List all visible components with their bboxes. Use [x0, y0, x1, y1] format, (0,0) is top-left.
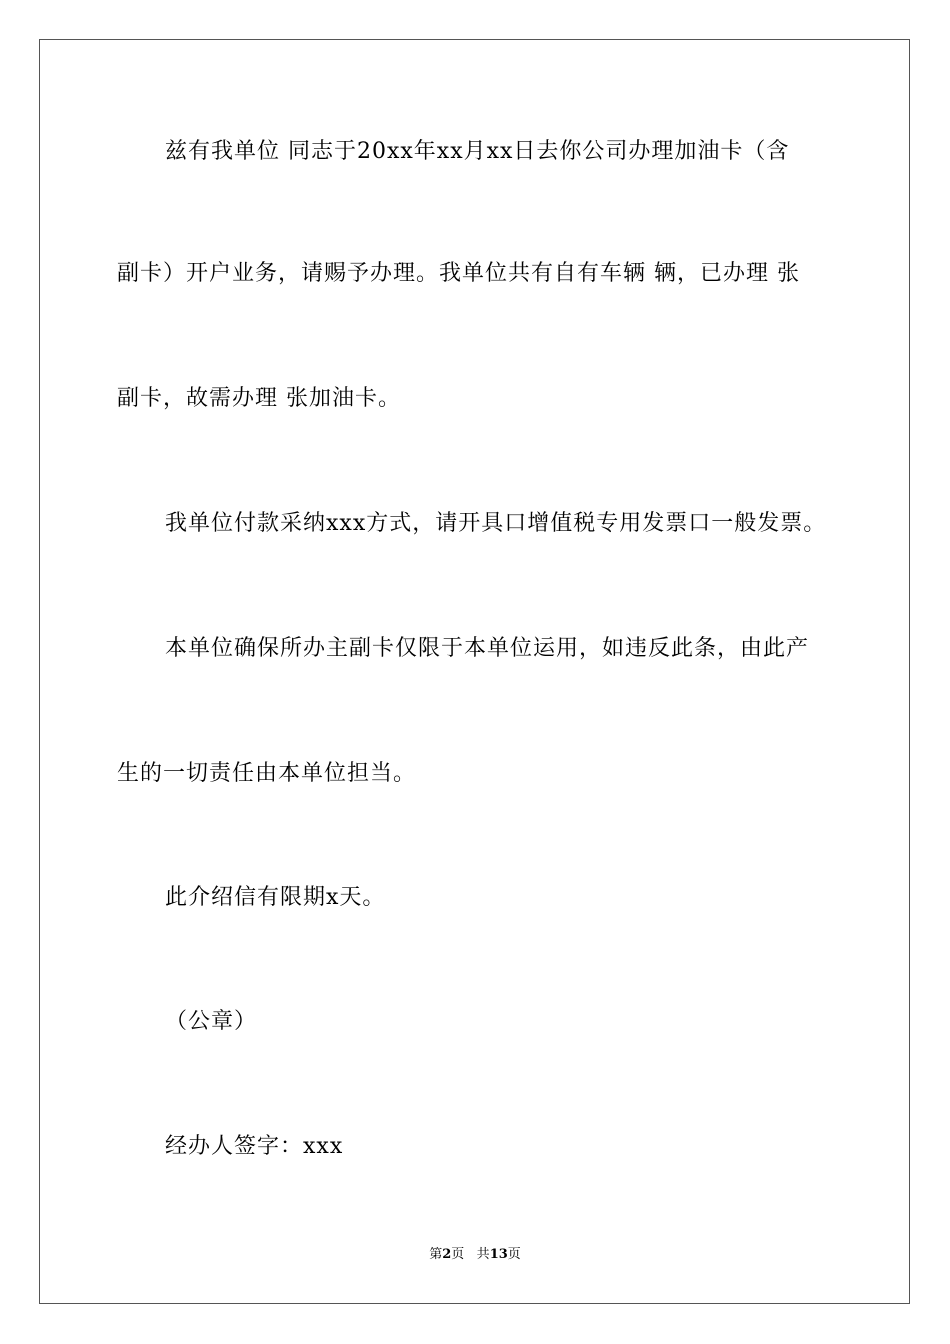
paragraph-line-3: 副卡，故需办理 张加油卡。	[117, 386, 401, 411]
total-prefix: 共	[476, 1247, 490, 1262]
page-border	[39, 39, 910, 1304]
page-prefix: 第	[429, 1247, 443, 1262]
total-suffix: 页	[507, 1247, 521, 1262]
guarantee-paragraph-line-1: 本单位确保所办主副卡仅限于本单位运用，如违反此条，由此产	[165, 636, 810, 661]
validity-paragraph: 此介绍信有限期x天。	[165, 885, 386, 910]
page-number: 2	[442, 1247, 452, 1262]
seal-label: （公章）	[165, 1009, 258, 1034]
paragraph-line-2: 副卡）开户业务，请赐予办理。我单位共有自有车辆 辆，已办理 张	[117, 261, 800, 286]
page-footer	[0, 1246, 950, 1264]
guarantee-paragraph-line-2: 生的一切责任由本单位担当。	[117, 761, 417, 786]
page-suffix: 页	[451, 1247, 465, 1262]
signature-line: 经办人签字：xxx	[165, 1134, 344, 1159]
total-pages: 13	[489, 1247, 508, 1262]
payment-paragraph: 我单位付款采纳xxx方式，请开具口增值税专用发票口一般发票。	[165, 511, 827, 536]
paragraph-line-1: 兹有我单位 同志于20xx年xx月xx日去你公司办理加油卡（含	[165, 139, 790, 164]
